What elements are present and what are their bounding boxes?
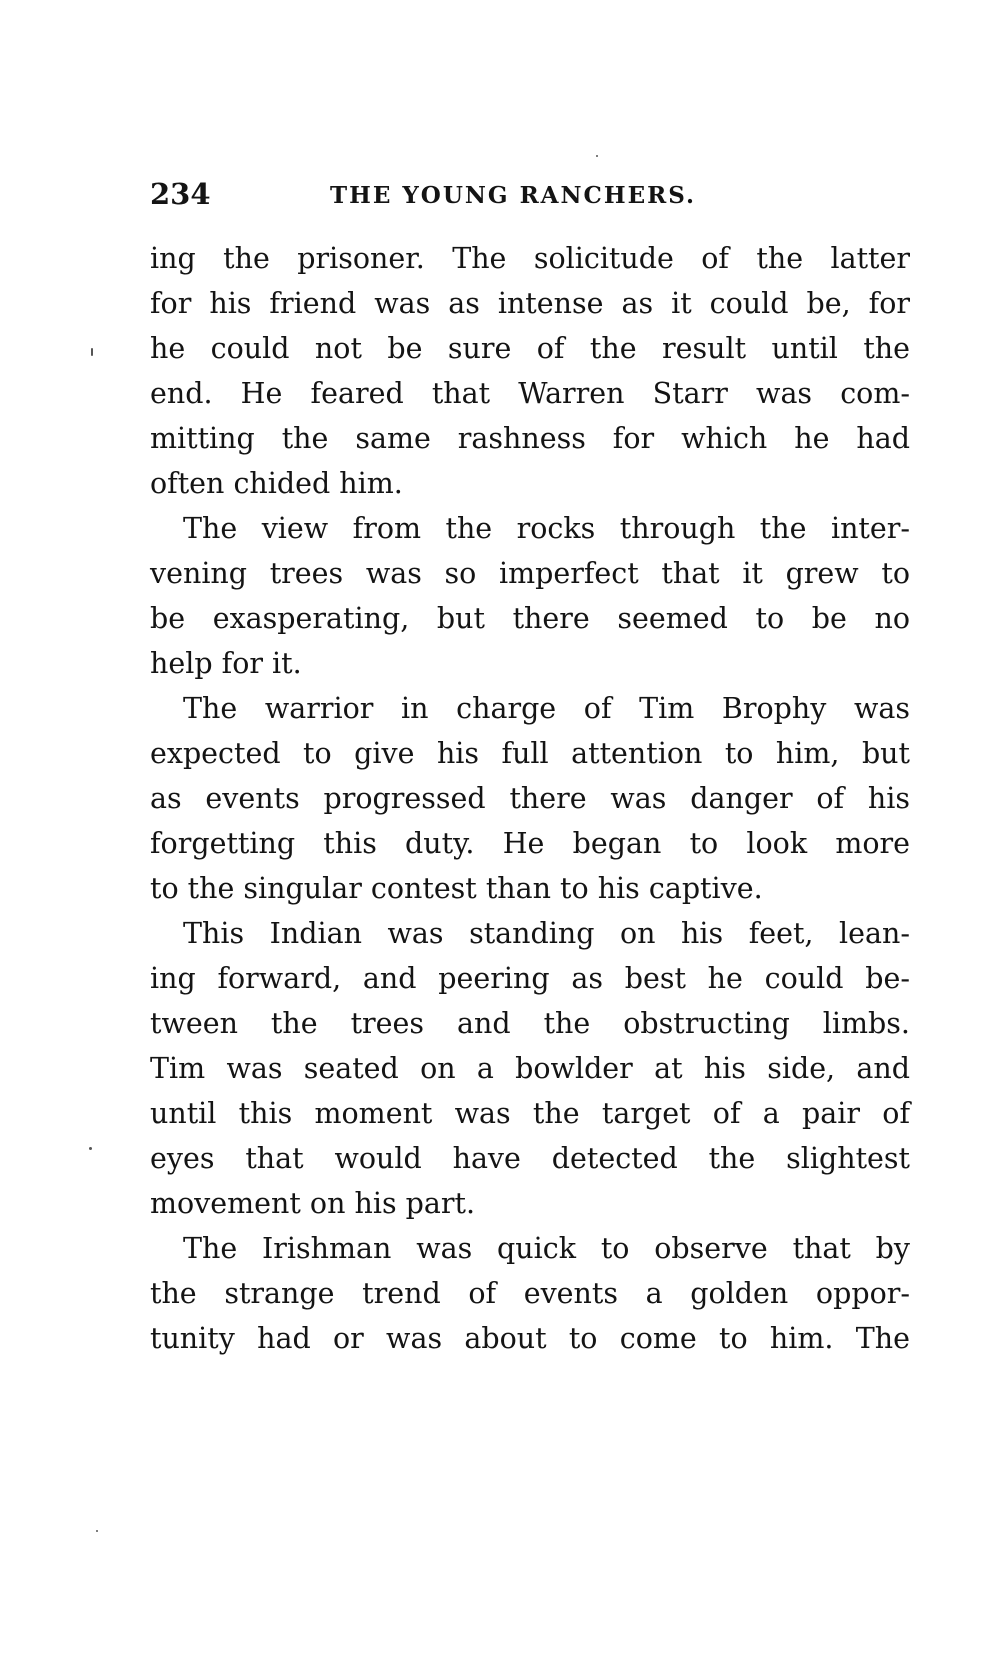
paragraph (150, 506, 910, 686)
text-line: movement on his part. (150, 1187, 476, 1220)
text-line: Tim was seated on a bowlder at his side, and (150, 1052, 910, 1085)
text-line: The view from the rocks through the inter- (183, 512, 910, 545)
text-line: as events progressed there was danger of his (150, 782, 910, 815)
text-line: tween the trees and the obstructing limbs. (150, 1007, 910, 1040)
text-line: the strange trend of events a golden oppor- (150, 1277, 910, 1310)
running-title: THE YOUNG RANCHERS. (330, 182, 697, 209)
text-line: expected to give his full attention to him, but (150, 737, 910, 770)
paragraph (150, 236, 910, 506)
text-line: he could not be sure of the result until the (150, 332, 910, 365)
text-line: be exasperating, but there seemed to be no (150, 602, 910, 635)
page-header (150, 176, 910, 216)
text-line: until this moment was the target of a pair of (150, 1097, 910, 1130)
text-line: mitting the same rashness for which he had (150, 422, 910, 455)
text-line: end. He feared that Warren Starr was com- (150, 377, 910, 410)
text-line: tunity had or was about to come to him. The (150, 1322, 910, 1355)
text-line: eyes that would have detected the slightest (150, 1142, 910, 1175)
text-line: forgetting this duty. He began to look more (150, 827, 910, 860)
text-line: vening trees was so imperfect that it grew to (150, 557, 910, 590)
text-line: This Indian was standing on his feet, lean- (183, 917, 910, 950)
paragraph (150, 1226, 910, 1361)
paragraph (150, 686, 910, 911)
scan-speck (89, 1147, 92, 1150)
text-line: ing forward, and peering as best he could be- (150, 962, 910, 995)
text-line: help for it. (150, 647, 302, 680)
paragraph (150, 911, 910, 1226)
scan-speck (91, 348, 93, 356)
text-line: to the singular contest than to his captive. (150, 872, 763, 905)
scan-speck (596, 155, 598, 157)
text-line: for his friend was as intense as it could be, for (150, 287, 910, 320)
text-line: The warrior in charge of Tim Brophy was (183, 692, 910, 725)
text-line: The Irishman was quick to observe that by (183, 1232, 910, 1265)
body-text (150, 236, 910, 1361)
text-line: often chided him. (150, 467, 403, 500)
page-number: 234 (150, 177, 211, 211)
text-line: ing the prisoner. The solicitude of the latter (150, 242, 910, 275)
scan-speck (96, 1530, 98, 1532)
